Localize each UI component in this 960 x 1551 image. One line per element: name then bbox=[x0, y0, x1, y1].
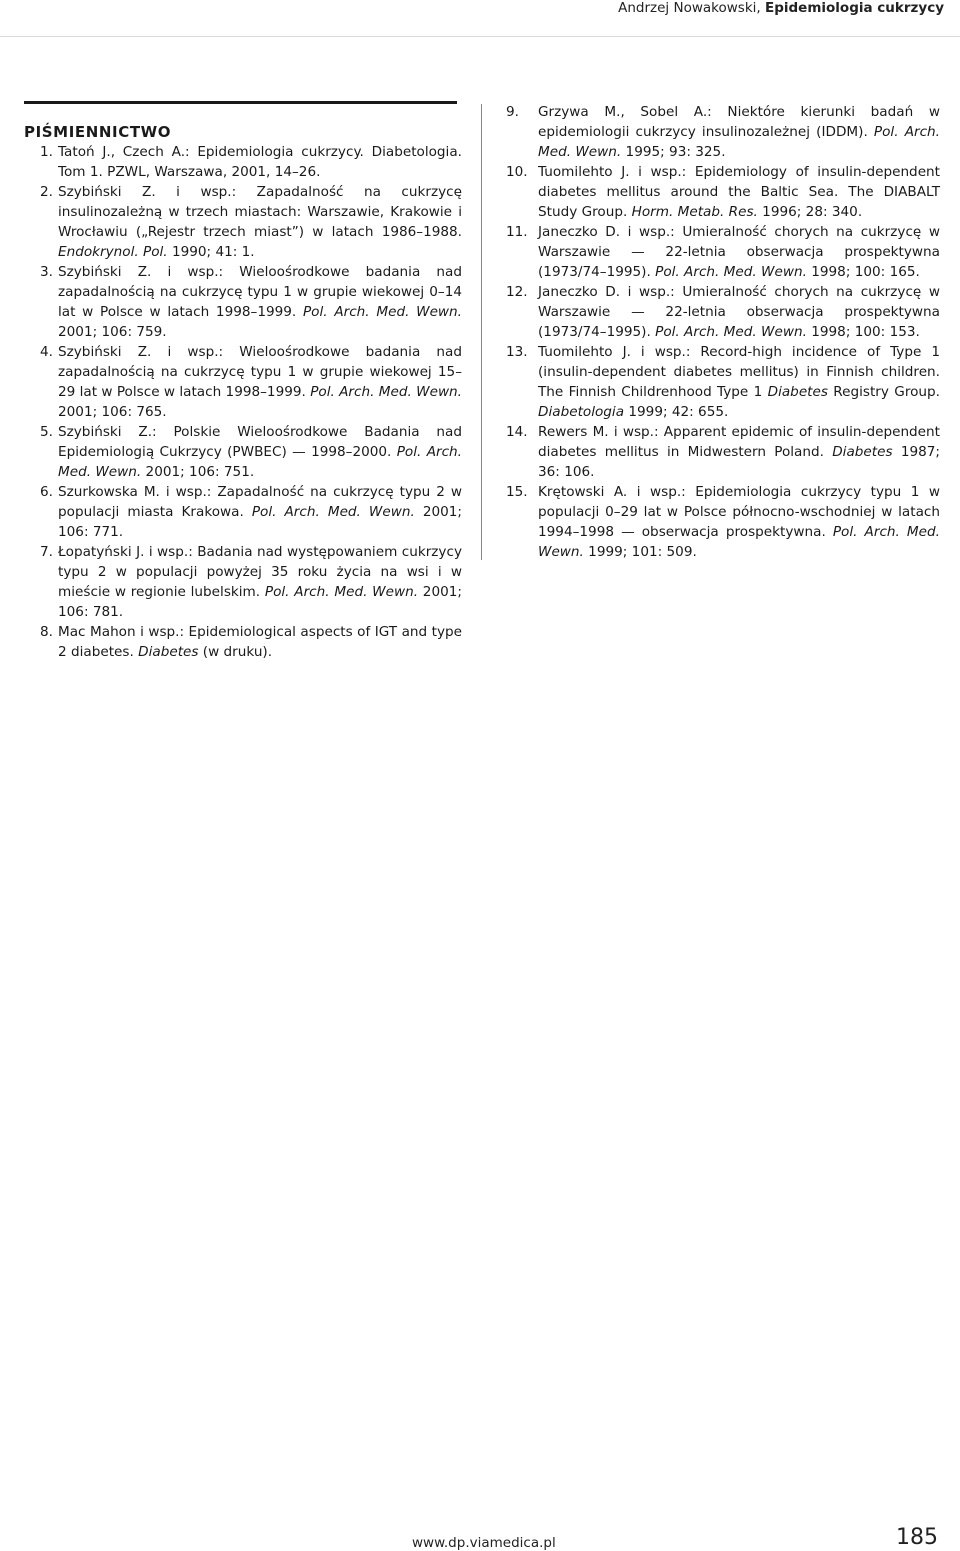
reference-text: Janeczko D. i wsp.: Umieralność chorych na cukrzycę w Warszawie — 22-letnia obserwacja prospektywna (1973/74–1995). Pol. Arch. Med. Wewn. 1998; 100: 165. bbox=[538, 224, 940, 280]
reference-item bbox=[24, 482, 462, 542]
running-header bbox=[618, 0, 944, 16]
reference-text: Grzywa M., Sobel A.: Niektóre kierunki badań w epidemiologii cukrzycy insulinozależnej (IDDM). Pol. Arch. Med. Wewn. 1995; 93: 325. bbox=[538, 104, 940, 160]
reference-number: 3. bbox=[40, 264, 53, 280]
reference-number: 1. bbox=[40, 144, 53, 160]
right-column bbox=[506, 102, 940, 562]
reference-number: 13. bbox=[506, 344, 528, 360]
reference-text: Rewers M. i wsp.: Apparent epidemic of insulin-dependent diabetes mellitus in Midwestern Poland. Diabetes 1987; 36: 106. bbox=[538, 424, 940, 480]
reference-text: Łopatyński J. i wsp.: Badania nad występowaniem cukrzycy typu 2 w populacji powyżej 35 roku życia na wsi i w mieście w regionie lubelskim. Pol. Arch. Med. Wewn. 2001; 106: 781. bbox=[58, 544, 462, 620]
reference-item bbox=[506, 222, 940, 282]
reference-item bbox=[506, 102, 940, 162]
reference-text: Tuomilehto J. i wsp.: Epidemiology of insulin-dependent diabetes mellitus around the Baltic Sea. The DIABALT Study Group. Horm. Metab. Res. 1996; 28: 340. bbox=[538, 164, 940, 220]
reference-number: 2. bbox=[40, 184, 53, 200]
reference-number: 12. bbox=[506, 284, 528, 300]
reference-text: Szybiński Z.: Polskie Wieloośrodkowe Badania nad Epidemiologią Cukrzycy (PWBEC) — 1998–2000. Pol. Arch. Med. Wewn. 2001; 106: 751. bbox=[58, 424, 462, 480]
reference-item bbox=[506, 282, 940, 342]
column-divider bbox=[481, 104, 482, 560]
reference-number: 8. bbox=[40, 624, 53, 640]
reference-number: 15. bbox=[506, 484, 528, 500]
header-rule bbox=[0, 36, 960, 37]
reference-text: Szybiński Z. i wsp.: Zapadalność na cukrzycę insulinozależną w trzech miastach: Warszawie, Krakowie i Wrocławiu („Rejestr trzech miast”) w latach 1986–1988. Endokrynol. Pol. 1990; 41: 1. bbox=[58, 184, 462, 260]
reference-item bbox=[506, 162, 940, 222]
reference-text: Szybiński Z. i wsp.: Wieloośrodkowe badania nad zapadalnością na cukrzycę typu 1 w grupie wiekowej 15–29 lat w Polsce w latach 1998–1999. Pol. Arch. Med. Wewn. 2001; 106: 765. bbox=[58, 344, 462, 420]
reference-number: 10. bbox=[506, 164, 528, 180]
reference-item bbox=[24, 422, 462, 482]
reference-text: Krętowski A. i wsp.: Epidemiologia cukrzycy typu 1 w populacji 0–29 lat w Polsce północno-wschodniej w latach 1994–1998 — obserwacja prospektywna. Pol. Arch. Med. Wewn. 1999; 101: 509. bbox=[538, 484, 940, 560]
reference-item bbox=[24, 262, 462, 342]
reference-text: Tatoń J., Czech A.: Epidemiologia cukrzycy. Diabetologia. Tom 1. PZWL, Warszawa, 2001, 14–26. bbox=[58, 144, 462, 180]
left-column bbox=[24, 122, 462, 662]
reference-text: Tuomilehto J. i wsp.: Record-high incidence of Type 1 (insulin-dependent diabetes mellitus) in Finnish children. The Finnish Childrenhood Type 1 Diabetes Registry Group. Diabetologia 1999; 42: 655. bbox=[538, 344, 940, 420]
header-author: Andrzej Nowakowski, bbox=[618, 0, 761, 16]
reference-number: 7. bbox=[40, 544, 53, 560]
footer-url[interactable]: www.dp.viamedica.pl bbox=[412, 1535, 556, 1551]
reference-number: 6. bbox=[40, 484, 53, 500]
reference-text: Szybiński Z. i wsp.: Wieloośrodkowe badania nad zapadalnością na cukrzycę typu 1 w grupie wiekowej 0–14 lat w Polsce w latach 1998–1999. Pol. Arch. Med. Wewn. 2001; 106: 759. bbox=[58, 264, 462, 340]
reference-number: 9. bbox=[506, 104, 519, 120]
reference-number: 5. bbox=[40, 424, 53, 440]
section-title-rule bbox=[24, 101, 457, 104]
reference-item bbox=[24, 342, 462, 422]
reference-item bbox=[506, 422, 940, 482]
reference-item bbox=[506, 482, 940, 562]
reference-item bbox=[24, 622, 462, 662]
reference-text: Mac Mahon i wsp.: Epidemiological aspects of IGT and type 2 diabetes. Diabetes (w druku). bbox=[58, 624, 462, 660]
header-title: Epidemiologia cukrzycy bbox=[764, 0, 944, 16]
reference-item bbox=[24, 142, 462, 182]
reference-item bbox=[24, 542, 462, 622]
reference-text: Janeczko D. i wsp.: Umieralność chorych na cukrzycę w Warszawie — 22-letnia obserwacja prospektywna (1973/74–1995). Pol. Arch. Med. Wewn. 1998; 100: 153. bbox=[538, 284, 940, 340]
reference-item bbox=[506, 342, 940, 422]
reference-list-right bbox=[506, 102, 940, 562]
reference-number: 4. bbox=[40, 344, 53, 360]
reference-number: 14. bbox=[506, 424, 528, 440]
reference-number: 11. bbox=[506, 224, 528, 240]
section-title: PIŚMIENNICTWO bbox=[24, 123, 172, 141]
reference-list-left bbox=[24, 142, 462, 662]
reference-item bbox=[24, 182, 462, 262]
reference-text: Szurkowska M. i wsp.: Zapadalność na cukrzycę typu 2 w populacji miasta Krakowa. Pol. Arch. Med. Wewn. 2001; 106: 771. bbox=[58, 484, 462, 540]
page-number: 185 bbox=[896, 1525, 938, 1550]
